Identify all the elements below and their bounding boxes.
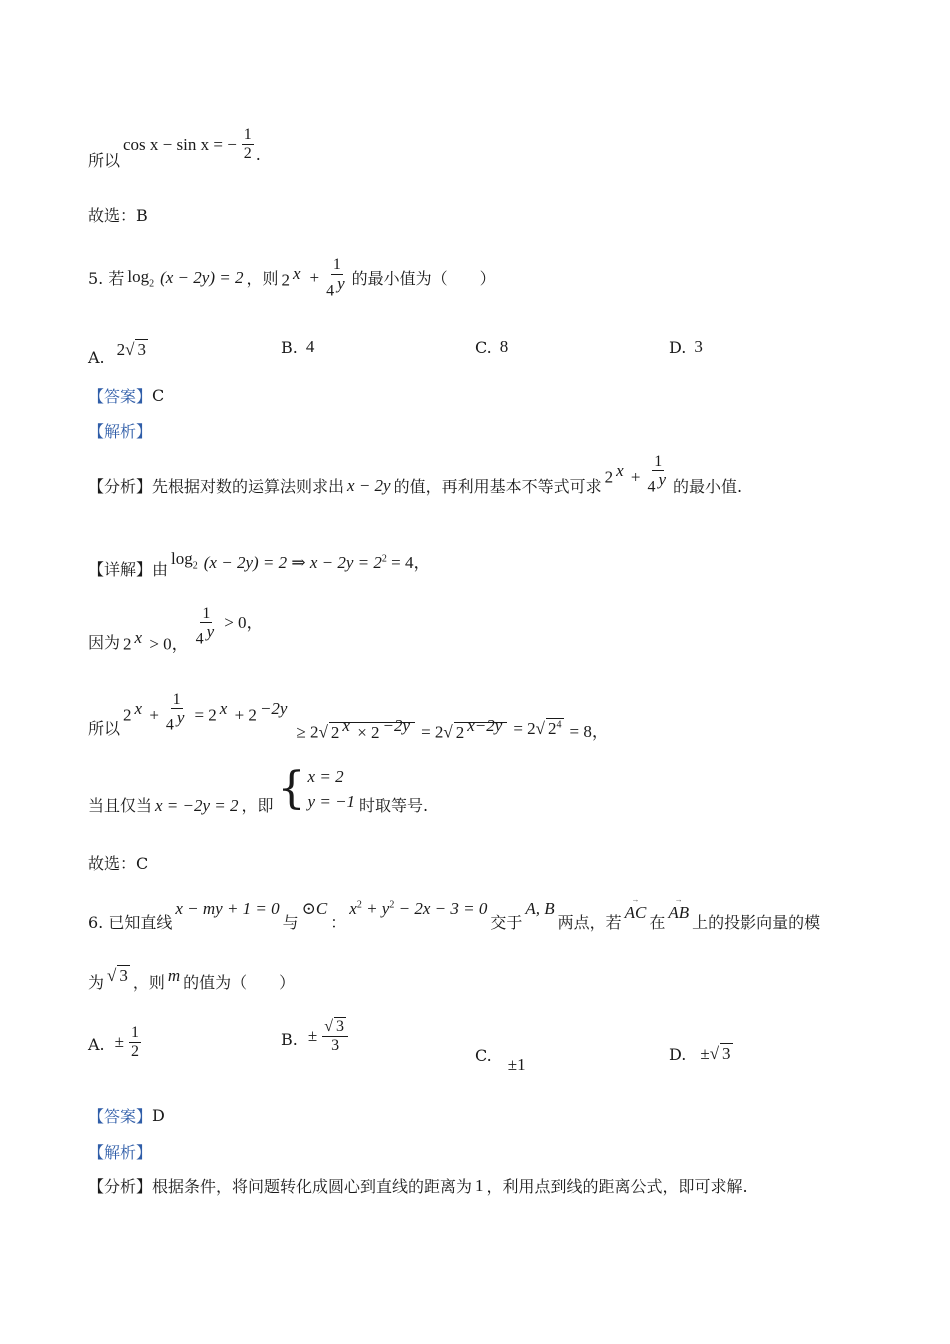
q5-fenxi-expr2: 2 $^x$ + xyxy=(604,461,641,487)
q5-expr-a: 2 $^x$ xyxy=(281,264,301,291)
q5-option-c-label: C. xyxy=(475,337,492,357)
q6-circle: ⊙C xyxy=(301,898,328,918)
q6-option-a-pm: ± xyxy=(114,1032,124,1052)
q5-so-eq1: = 2 $^x$ + 2 $^{-2y}$ xyxy=(194,699,288,725)
q5-fenxi-text3: 的最小值. xyxy=(673,477,743,496)
q6-value-tail: 的值为（ ） xyxy=(183,973,296,992)
q5-option-c-value: 8 xyxy=(499,337,509,356)
q5-answer: C xyxy=(152,386,165,405)
q6-option-c-value: ±1 xyxy=(507,1054,526,1074)
q5-choice: 故选：C xyxy=(88,854,149,873)
q6-option-a[interactable] xyxy=(88,1024,143,1060)
q5-detail-by: 由 xyxy=(152,560,169,579)
q5-answer-line xyxy=(88,384,164,407)
q5-fenxi-tag: 【分析】 xyxy=(88,477,153,496)
q6-answer-line xyxy=(88,1104,165,1127)
q5-detail-log: $\log_2$ xyxy=(171,549,198,572)
q5-mid: ，则 xyxy=(246,269,279,289)
q6-then: ，则 xyxy=(132,973,165,992)
q6-fenxi-num: 1 xyxy=(475,1175,484,1195)
q6-answer: D xyxy=(152,1106,165,1125)
q6-option-b-frac: $\frac{√ 3}{3}$ xyxy=(322,1018,348,1054)
q6-on: 在 xyxy=(649,913,666,932)
q6-answer-tag: 【答案】 xyxy=(88,1107,153,1126)
q6-stem-line2 xyxy=(88,958,295,993)
q6-option-b-pm: ± xyxy=(307,1026,318,1046)
q6-fenxi-tag: 【分析】 xyxy=(88,1177,153,1196)
q6-two-points: 两点，若 xyxy=(557,913,622,932)
q6-option-c[interactable] xyxy=(475,1046,529,1075)
q5-cond-log: $\log_2$ xyxy=(127,266,155,289)
q5-option-a-value: 2√ 3 xyxy=(116,339,146,359)
prev-so-label: 所以 xyxy=(88,151,121,170)
q5-because-line xyxy=(88,598,267,655)
q6-stem-line1 xyxy=(88,884,820,933)
q5-when-label: 当且仅当 xyxy=(88,795,153,815)
q6-option-d[interactable] xyxy=(669,1044,736,1064)
q6-line-expr: x − my + 1 = 0 xyxy=(175,898,280,918)
q6-option-d-value: ±√ 3 xyxy=(700,1044,731,1063)
q5-when-mid: ，即 xyxy=(241,795,274,815)
q5-option-a-label: A. xyxy=(88,348,105,367)
q6-is-root: √ 3 xyxy=(107,965,128,985)
q5-so-line xyxy=(88,682,612,743)
q6-vec-ab: → AB xyxy=(668,895,690,922)
q5-fenxi-line xyxy=(88,452,742,497)
q5-because-expr: 2 $^x$ > 0， xyxy=(123,628,189,654)
q5-fenxi-frac: $\frac{1}{4 ^y}$ xyxy=(647,452,667,496)
q5-stem xyxy=(88,256,496,300)
q5-when-line xyxy=(88,762,428,816)
q5-option-c[interactable] xyxy=(475,337,511,357)
prev-so-frac xyxy=(242,126,254,162)
q5-cond-arg: (x − 2y) = 2 xyxy=(160,267,244,287)
q6-is-label: 为 xyxy=(88,973,105,992)
q6-circle-expr: $x^2 + y^2 - 2x - 3 = 0$ xyxy=(349,898,488,918)
q5-so-end: = 8， xyxy=(569,721,609,741)
q6-points: A, B xyxy=(525,898,555,918)
q5-answer-tag: 【答案】 xyxy=(88,387,153,406)
q5-so-expr: 2 $^x$ + xyxy=(123,699,159,725)
q5-option-b[interactable] xyxy=(281,337,317,357)
q6-colon: ： xyxy=(330,913,347,932)
q6-m: m xyxy=(167,965,181,985)
q6-number: 6. 已知直线 xyxy=(88,913,173,932)
prev-choice: 故选：B xyxy=(88,206,148,225)
q5-option-d[interactable] xyxy=(669,337,706,357)
q5-because-label: 因为 xyxy=(88,632,121,652)
q5-tail: 的最小值为（ ） xyxy=(351,269,496,289)
prev-so-tail: . xyxy=(255,145,261,164)
q5-option-b-label: B. xyxy=(281,337,298,357)
q6-option-b-label: B. xyxy=(281,1029,298,1049)
q5-analysis-tag: 【解析】 xyxy=(88,422,153,441)
q5-so-eq3: = 2√ $2^4$ xyxy=(513,719,562,739)
q5-so-label: 所以 xyxy=(88,718,121,738)
q5-when-expr: x = −2y = 2 xyxy=(155,796,239,815)
q5-option-d-value: 3 xyxy=(694,337,703,356)
q6-proj: 上的投影向量的模 xyxy=(692,913,821,932)
q5-option-d-label: D. xyxy=(669,337,687,357)
q5-when-tail: 时取等号. xyxy=(359,795,429,815)
prev-so-num: 1 xyxy=(243,126,252,144)
q6-fenxi-line xyxy=(88,1174,748,1197)
prev-so-expr: cos x − sin x = − xyxy=(123,134,237,154)
q5-detail-tag: 【详解】 xyxy=(88,560,153,579)
q5-option-a[interactable] xyxy=(88,332,151,367)
q5-frac: $\frac{1}{4 ^y}$ xyxy=(326,256,345,299)
q6-option-d-label: D. xyxy=(669,1044,687,1064)
q5-detail-line xyxy=(88,541,434,580)
q5-plus: + xyxy=(309,267,320,287)
q6-option-c-label: C. xyxy=(475,1046,492,1065)
q5-because-frac: $\frac{1}{4 ^y}$ xyxy=(195,604,215,648)
q5-so-ge: ≥ 2√ 2 $^x$ × 2 $^{-2y}$ xyxy=(296,716,415,743)
q6-option-a-frac: $\frac{1}{2}$ xyxy=(130,1024,139,1060)
q5-fenxi-text1: 先根据对数的运算法则求出 xyxy=(152,477,345,496)
q6-vec-ac: → AC xyxy=(624,895,647,922)
q6-with: 与 xyxy=(282,913,299,932)
q5-so-frac: $\frac{1}{4 ^y}$ xyxy=(165,690,185,734)
q5-detail-expr: (x − 2y) = 2 ⇒ $x - 2y = 2^2 = 4$， xyxy=(203,553,431,572)
q5-number: 5. 若 xyxy=(88,269,125,289)
q6-fenxi-text1: 根据条件，将问题转化成圆心到直线的距离为 xyxy=(152,1177,473,1196)
q5-because-expr2: > 0， xyxy=(224,612,264,632)
q6-option-a-label: A. xyxy=(88,1034,105,1054)
q5-when-system: { x = 2 y = −1 xyxy=(277,763,356,814)
q5-fenxi-text2: 的值，再利用基本不等式可求 xyxy=(393,477,602,496)
prev-so-line xyxy=(88,118,261,171)
q5-so-eq2: = 2√ 2 $^{x-2y}$ xyxy=(421,716,507,743)
q6-fenxi-text2: ，利用点到线的距离公式，即可求解. xyxy=(486,1177,748,1196)
q5-option-b-value: 4 xyxy=(305,337,315,356)
q6-analysis-tag: 【解析】 xyxy=(88,1143,153,1162)
prev-so-den: 2 xyxy=(243,145,252,162)
q5-fenxi-expr: x − 2y xyxy=(347,475,391,495)
q6-meet: 交于 xyxy=(490,913,523,932)
q6-option-b[interactable] xyxy=(281,1018,350,1054)
